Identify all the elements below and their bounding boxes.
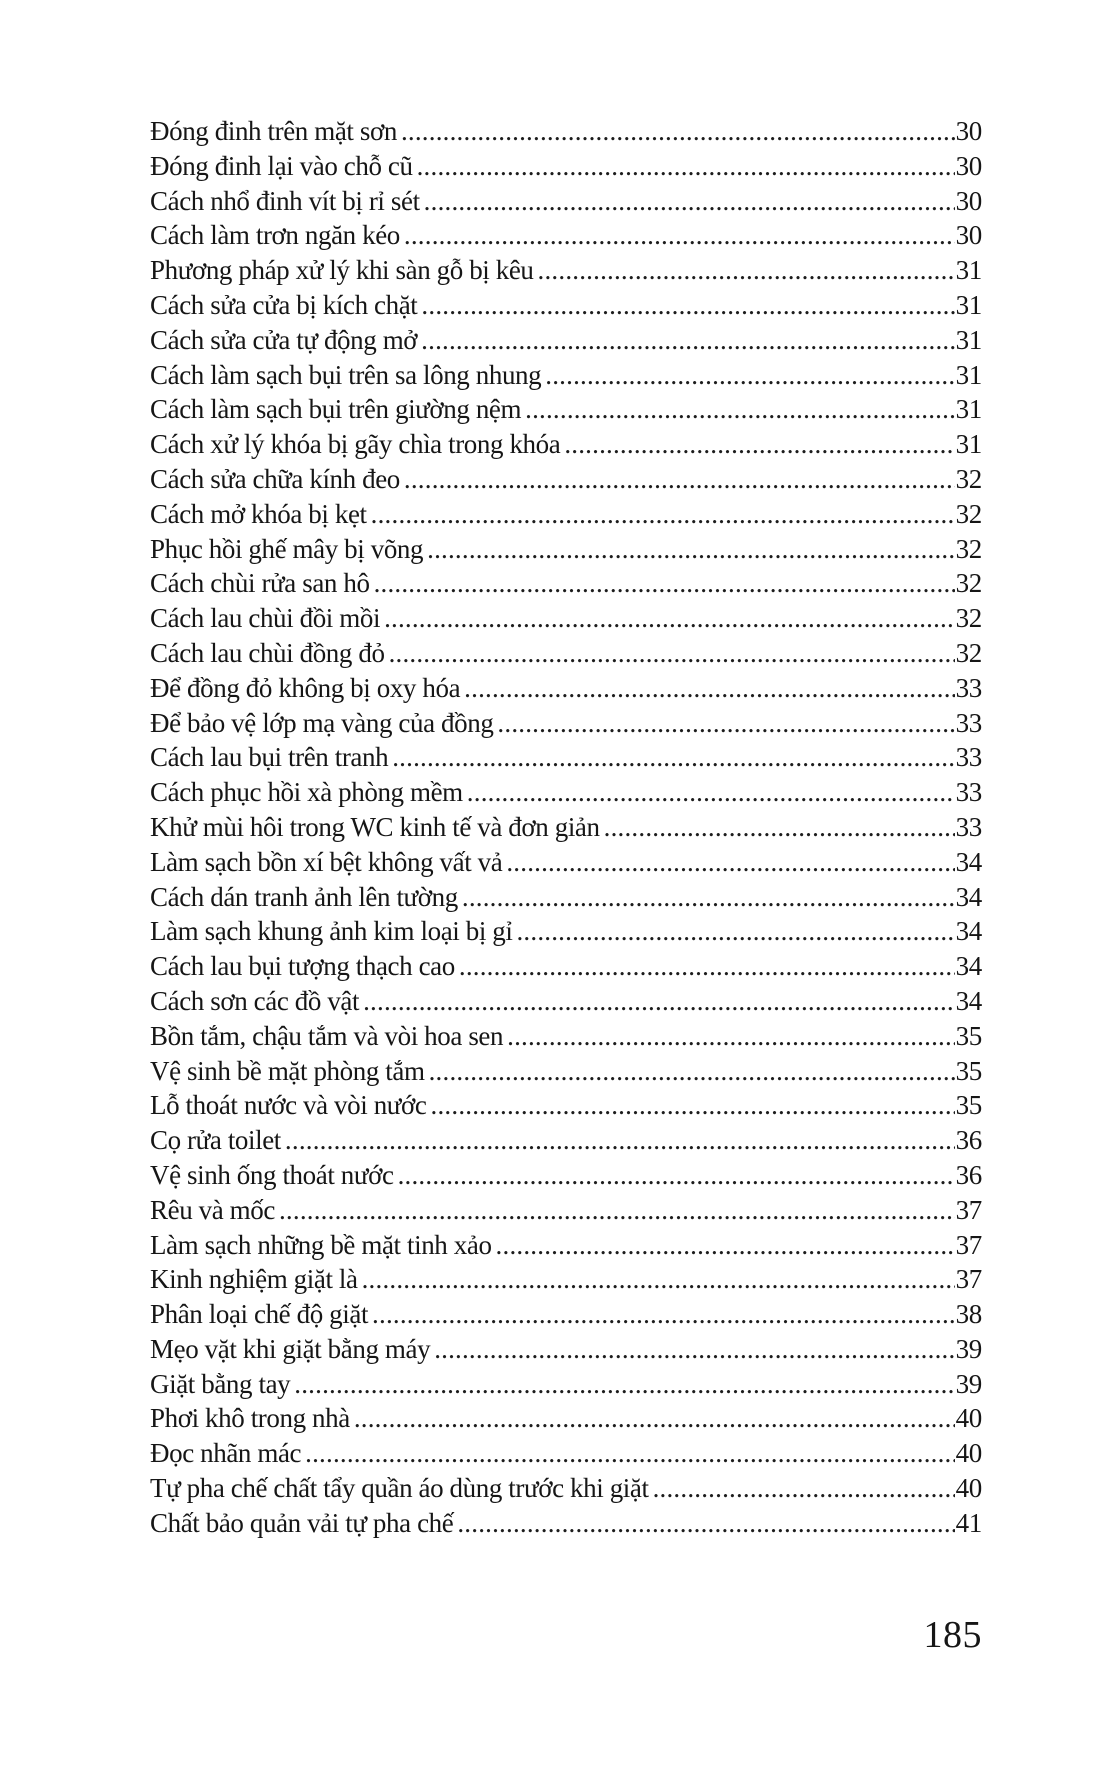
toc-entry-page-number: 35 — [955, 1090, 982, 1121]
toc-entry-title: Bồn tắm, chậu tắm và vòi hoa sen — [150, 1020, 504, 1051]
dot-leader — [429, 1054, 955, 1089]
toc-entry-title: Cách làm sạch bụi trên sa lông nhung — [150, 359, 542, 390]
toc-entry-title: Làm sạch những bề mặt tinh xảo — [150, 1229, 492, 1260]
dot-leader — [538, 253, 955, 288]
toc-entry-page-number: 35 — [955, 1055, 982, 1086]
toc-entry — [150, 184, 982, 219]
toc-entry-title: Đóng đinh lại vào chỗ cũ — [150, 150, 413, 181]
toc-entry — [150, 1506, 982, 1541]
dot-leader — [457, 1506, 954, 1541]
dot-leader — [404, 218, 955, 253]
toc-entry-page-number: 35 — [955, 1020, 982, 1051]
toc-entry-title: Lỗ thoát nước và vòi nước — [150, 1090, 427, 1121]
toc-entry-page-number: 34 — [955, 951, 982, 982]
toc-entry-page-number: 30 — [955, 220, 982, 251]
toc-entry-title: Cách dán tranh ảnh lên tường — [150, 881, 458, 912]
toc-entry — [150, 1158, 982, 1193]
dot-leader — [427, 532, 954, 567]
toc-entry-page-number: 37 — [955, 1264, 982, 1295]
toc-entry-page-number: 36 — [955, 1159, 982, 1190]
dot-leader — [564, 427, 954, 462]
toc-entry-page-number: 31 — [955, 394, 982, 425]
toc-entry-page-number: 34 — [955, 881, 982, 912]
toc-entry — [150, 1088, 982, 1123]
toc-entry-title: Để đồng đỏ không bị oxy hóa — [150, 672, 461, 703]
dot-leader — [354, 1401, 955, 1436]
toc-entry-page-number: 32 — [955, 463, 982, 494]
toc-entry-title: Làm sạch bồn xí bệt không vất vả — [150, 846, 503, 877]
toc-entry-page-number: 33 — [955, 777, 982, 808]
toc-entry-page-number: 33 — [955, 672, 982, 703]
toc-entry-page-number: 32 — [955, 568, 982, 599]
toc-entry — [150, 706, 982, 741]
toc-entry-title: Cách lau chùi đồi mồi — [150, 603, 381, 634]
toc-entry-title: Cách nhổ đinh vít bị rỉ sét — [150, 185, 420, 216]
toc-entry-title: Vệ sinh bề mặt phòng tắm — [150, 1055, 425, 1086]
toc-entry — [150, 218, 982, 253]
toc-entry-title: Đóng đinh trên mặt sơn — [150, 116, 397, 146]
dot-leader — [497, 706, 954, 741]
toc-entry — [150, 427, 982, 462]
toc-entry-page-number: 31 — [955, 359, 982, 390]
toc-entry — [150, 149, 982, 184]
toc-entry — [150, 1367, 982, 1402]
toc-entry-page-number: 34 — [955, 846, 982, 877]
dot-leader — [421, 288, 954, 323]
toc-entry — [150, 1262, 982, 1297]
dot-leader — [404, 462, 955, 497]
toc-entry-title: Để bảo vệ lớp mạ vàng của đồng — [150, 707, 494, 738]
toc-entry — [150, 114, 982, 149]
toc-entry-title: Cách chùi rửa san hô — [150, 568, 370, 599]
dot-leader — [285, 1123, 955, 1158]
toc-entry-title: Chất bảo quản vải tự pha chế — [150, 1507, 454, 1538]
dot-leader — [424, 184, 955, 219]
toc-entry-page-number: 38 — [955, 1299, 982, 1330]
toc-entry — [150, 358, 982, 393]
toc-entry-title: Vệ sinh ống thoát nước — [150, 1159, 394, 1190]
toc-entry — [150, 1401, 982, 1436]
page-number-footer: 185 — [923, 1614, 982, 1656]
toc-entry-title: Giặt bằng tay — [150, 1368, 291, 1399]
toc-entry-page-number: 37 — [955, 1229, 982, 1260]
toc-entry-title: Cách xử lý khóa bị gãy chìa trong khóa — [150, 429, 561, 460]
dot-leader — [464, 671, 954, 706]
toc-entry — [150, 497, 982, 532]
dot-leader — [431, 1088, 955, 1123]
table-of-contents — [150, 114, 982, 1541]
dot-leader — [459, 949, 955, 984]
toc-entry-title: Cách sửa chữa kính đeo — [150, 463, 400, 494]
toc-entry-title: Cách lau bụi trên tranh — [150, 742, 389, 773]
toc-entry — [150, 601, 982, 636]
toc-entry-title: Phơi khô trong nhà — [150, 1403, 350, 1434]
toc-entry-page-number: 32 — [955, 533, 982, 564]
dot-leader — [496, 1228, 955, 1263]
toc-entry-title: Cách mở khóa bị kẹt — [150, 498, 367, 529]
toc-entry — [150, 462, 982, 497]
toc-entry-page-number: 31 — [955, 255, 982, 286]
dot-leader — [294, 1367, 954, 1402]
toc-entry — [150, 984, 982, 1019]
toc-entry-title: Cách làm sạch bụi trên giường nệm — [150, 394, 522, 425]
toc-entry — [150, 671, 982, 706]
toc-entry — [150, 288, 982, 323]
toc-entry — [150, 532, 982, 567]
toc-entry-page-number: 41 — [955, 1507, 982, 1538]
toc-entry-title: Cách sửa cửa bị kích chặt — [150, 289, 418, 320]
toc-entry — [150, 253, 982, 288]
toc-entry-title: Phương pháp xử lý khi sàn gỗ bị kêu — [150, 255, 534, 286]
toc-entry — [150, 845, 982, 880]
toc-entry-title: Cách sơn các đồ vật — [150, 985, 360, 1016]
toc-entry — [150, 323, 982, 358]
dot-leader — [467, 775, 955, 810]
dot-leader — [516, 914, 954, 949]
toc-entry — [150, 914, 982, 949]
dot-leader — [362, 1262, 955, 1297]
dot-leader — [305, 1436, 954, 1471]
toc-entry-title: Cách sửa cửa tự động mở — [150, 324, 418, 355]
toc-entry — [150, 566, 982, 601]
toc-entry-page-number: 37 — [955, 1194, 982, 1225]
toc-entry-page-number: 32 — [955, 498, 982, 529]
toc-entry-page-number: 30 — [955, 185, 982, 216]
toc-entry — [150, 1436, 982, 1471]
toc-entry — [150, 1054, 982, 1089]
toc-entry — [150, 1019, 982, 1054]
dot-leader — [363, 984, 954, 1019]
toc-entry-page-number: 30 — [955, 150, 982, 181]
toc-entry — [150, 1332, 982, 1367]
toc-entry-page-number: 33 — [955, 742, 982, 773]
toc-entry-title: Đọc nhãn mác — [150, 1438, 302, 1469]
dot-leader — [398, 1158, 955, 1193]
toc-entry — [150, 636, 982, 671]
toc-entry-page-number: 30 — [955, 116, 982, 146]
toc-entry-page-number: 36 — [955, 1125, 982, 1156]
toc-entry-title: Phân loại chế độ giặt — [150, 1299, 369, 1330]
toc-entry-title: Mẹo vặt khi giặt bằng máy — [150, 1333, 431, 1364]
dot-leader — [279, 1193, 955, 1228]
toc-entry-page-number: 31 — [955, 429, 982, 460]
toc-entry-title: Cách lau bụi tượng thạch cao — [150, 951, 455, 982]
dot-leader — [653, 1471, 955, 1506]
toc-entry-page-number: 40 — [955, 1403, 982, 1434]
dot-leader — [371, 497, 955, 532]
dot-leader — [372, 1297, 955, 1332]
toc-entry-title: Cách làm trơn ngăn kéo — [150, 220, 400, 251]
toc-entry-title: Cách lau chùi đồng đỏ — [150, 637, 385, 668]
toc-entry — [150, 880, 982, 915]
toc-entry-title: Tự pha chế chất tẩy quần áo dùng trước khi giặt — [150, 1473, 649, 1504]
toc-entry-page-number: 40 — [955, 1438, 982, 1469]
toc-entry-title: Kinh nghiệm giặt là — [150, 1264, 358, 1295]
toc-entry — [150, 1123, 982, 1158]
dot-leader — [392, 740, 954, 775]
toc-entry-page-number: 39 — [955, 1368, 982, 1399]
dot-leader — [384, 601, 955, 636]
toc-entry-page-number: 39 — [955, 1333, 982, 1364]
dot-leader — [506, 845, 954, 880]
dot-leader — [374, 566, 955, 601]
toc-entry-title: Rêu và mốc — [150, 1194, 275, 1225]
toc-entry — [150, 810, 982, 845]
dot-leader — [389, 636, 955, 671]
dot-leader — [417, 149, 955, 184]
toc-entry-page-number: 34 — [955, 985, 982, 1016]
toc-entry-page-number: 32 — [955, 637, 982, 668]
toc-entry — [150, 1297, 982, 1332]
dot-leader — [545, 358, 954, 393]
toc-entry-page-number: 33 — [955, 811, 982, 842]
dot-leader — [434, 1332, 954, 1367]
toc-entry — [150, 392, 982, 427]
toc-entry-title: Làm sạch khung ảnh kim loại bị gỉ — [150, 916, 513, 947]
toc-entry — [150, 1228, 982, 1263]
dot-leader — [401, 114, 955, 149]
dot-leader — [462, 880, 955, 915]
dot-leader — [507, 1019, 954, 1054]
toc-entry-title: Khử mùi hôi trong WC kinh tế và đơn giản — [150, 811, 600, 842]
toc-entry-page-number: 34 — [955, 916, 982, 947]
toc-entry-page-number: 32 — [955, 603, 982, 634]
dot-leader — [525, 392, 954, 427]
toc-entry-page-number: 31 — [955, 324, 982, 355]
dot-leader — [604, 810, 955, 845]
toc-entry — [150, 1193, 982, 1228]
dot-leader — [421, 323, 954, 358]
toc-entry-title: Cọ rửa toilet — [150, 1125, 281, 1156]
toc-entry-title: Phục hồi ghế mây bị võng — [150, 533, 424, 564]
toc-entry-title: Cách phục hồi xà phòng mềm — [150, 777, 463, 808]
toc-entry-page-number: 40 — [955, 1473, 982, 1504]
toc-entry-page-number: 31 — [955, 289, 982, 320]
toc-entry — [150, 1471, 982, 1506]
toc-entry — [150, 775, 982, 810]
toc-entry — [150, 949, 982, 984]
toc-entry-page-number: 33 — [955, 707, 982, 738]
toc-entry — [150, 740, 982, 775]
